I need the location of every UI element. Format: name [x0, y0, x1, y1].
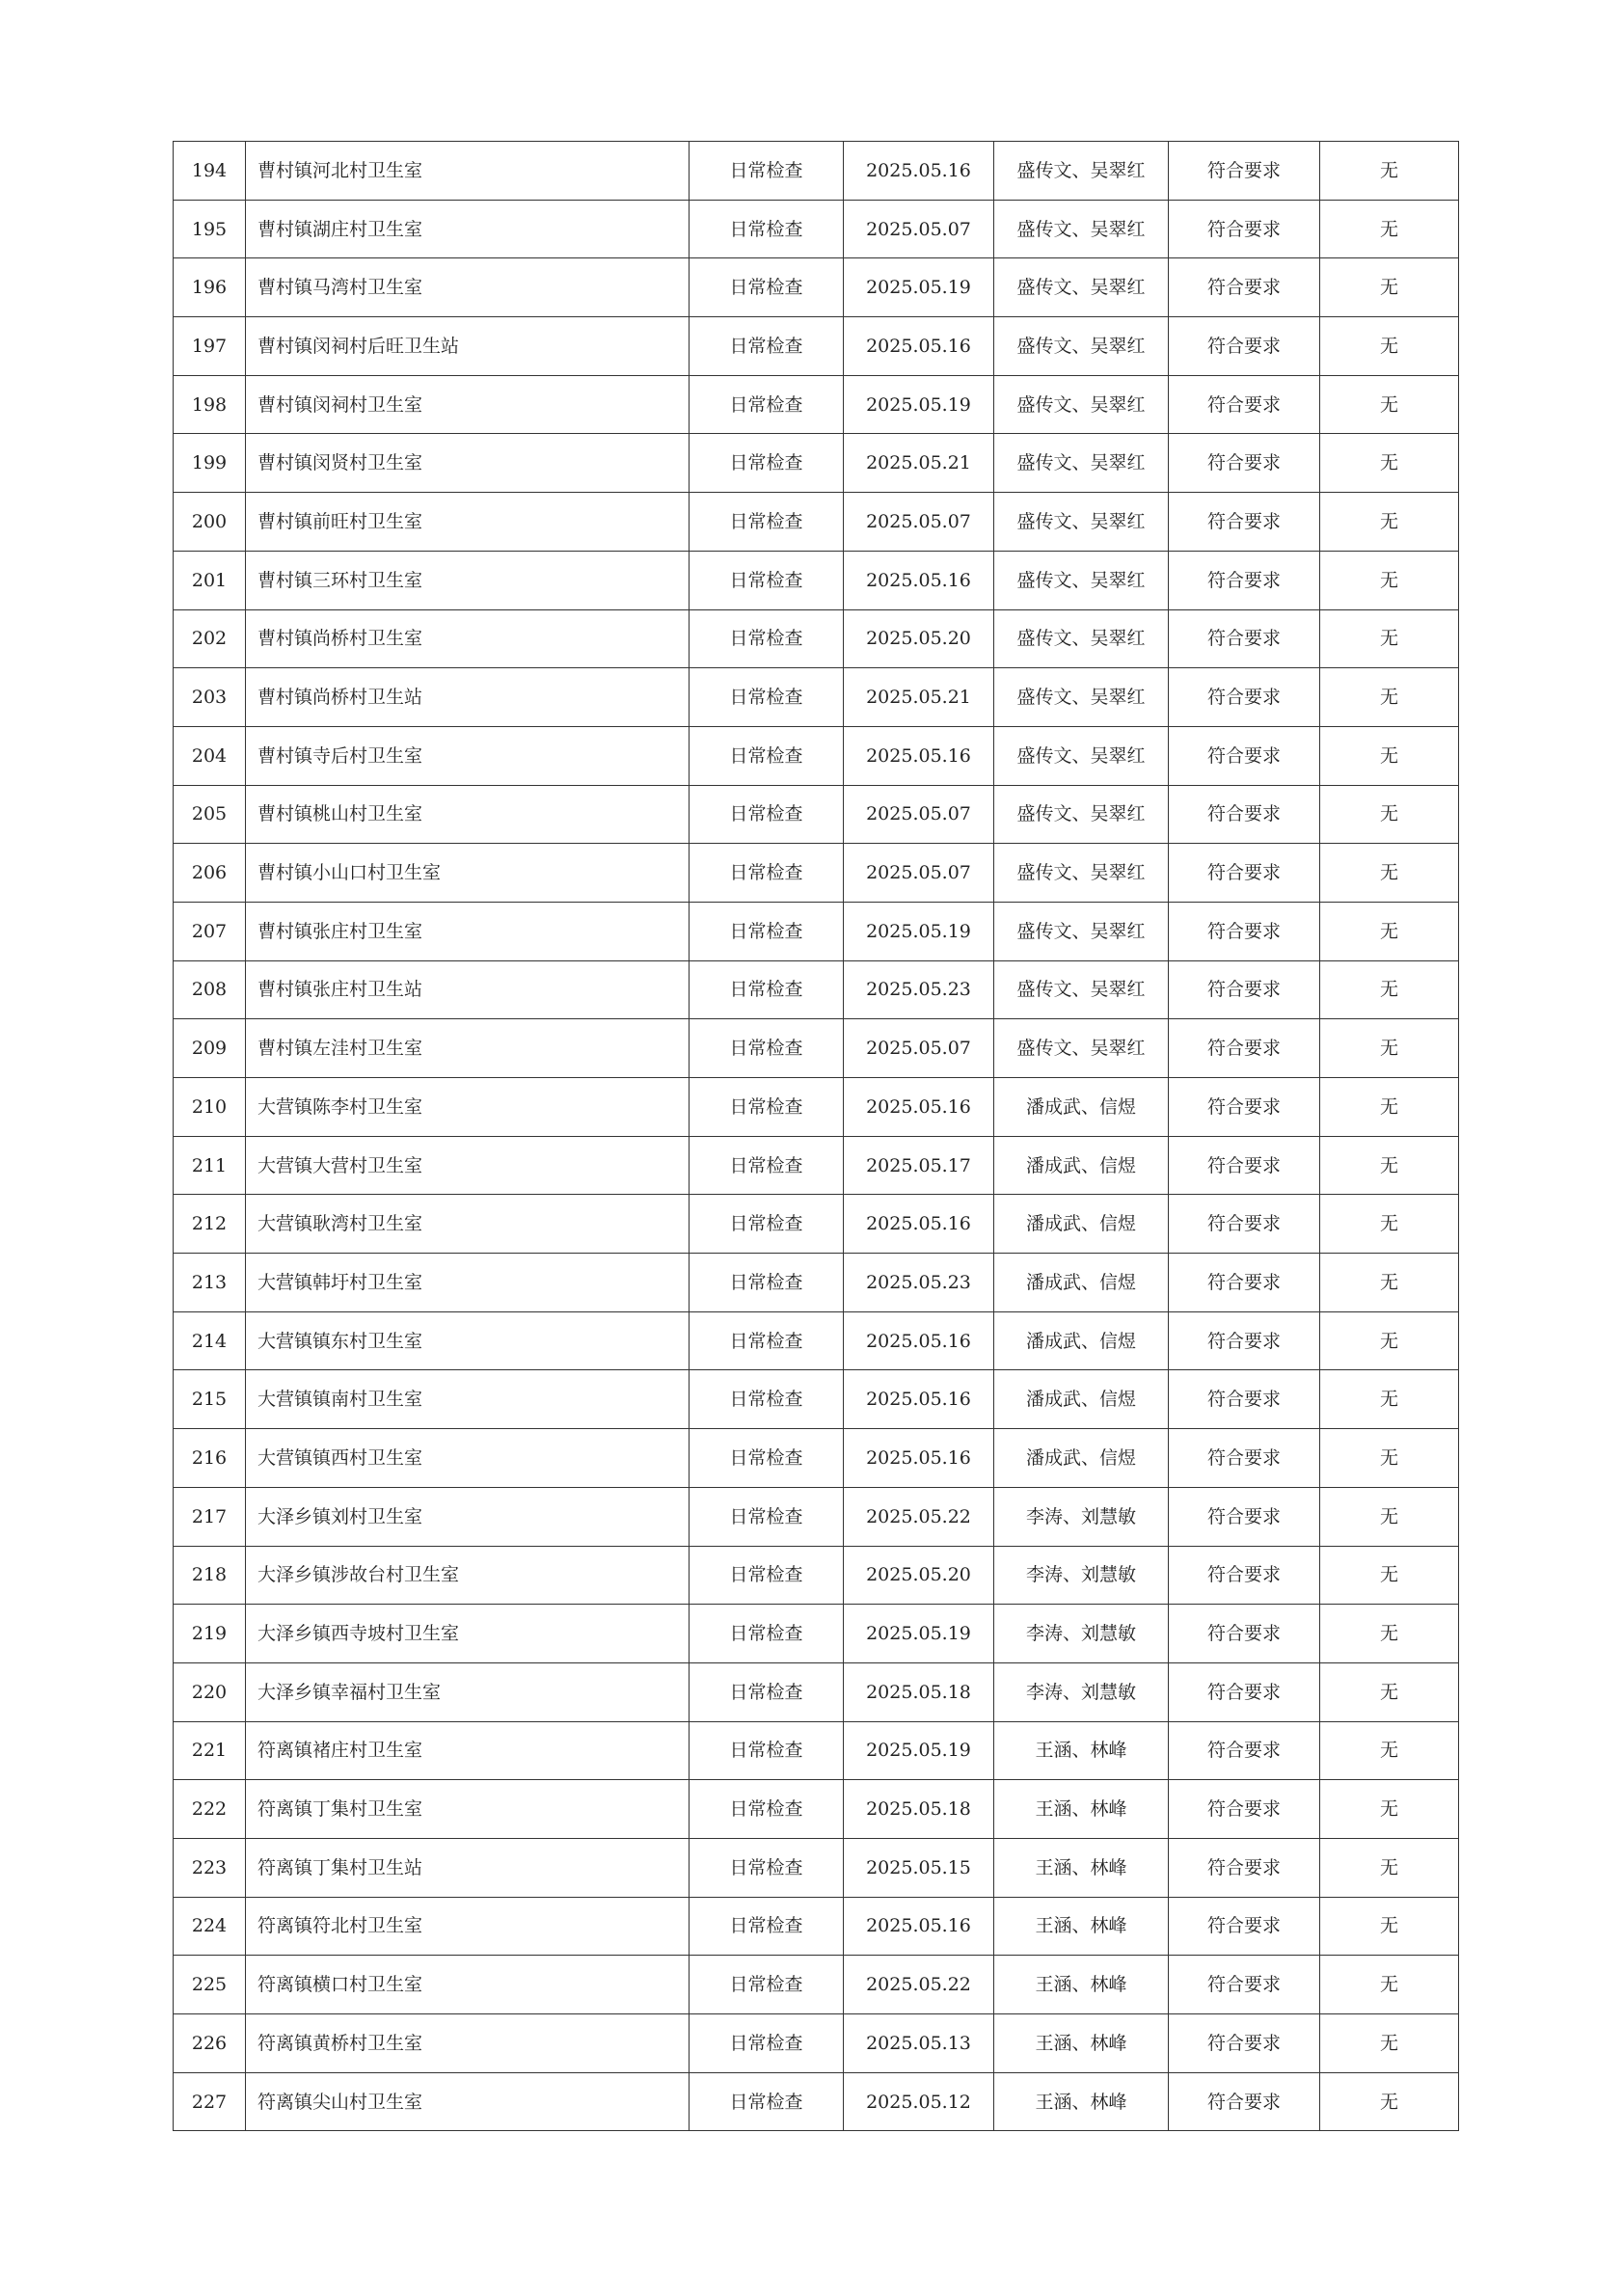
issue-cell: 无	[1320, 902, 1459, 960]
result-cell: 符合要求	[1169, 258, 1320, 317]
table-row	[174, 1311, 1459, 1370]
result-cell: 符合要求	[1169, 2072, 1320, 2131]
table-row	[174, 785, 1459, 844]
inspection-date-cell: 2025.05.20	[844, 609, 994, 668]
inspection-type-cell: 日常检查	[690, 1019, 844, 1078]
row-number-cell: 208	[174, 960, 246, 1019]
inspection-date-cell: 2025.05.16	[844, 142, 994, 201]
inspection-type-cell: 日常检查	[690, 1078, 844, 1137]
row-number-cell: 195	[174, 200, 246, 258]
inspection-type-cell: 日常检查	[690, 960, 844, 1019]
unit-name-cell: 曹村镇闵祠村后旺卫生站	[246, 317, 690, 376]
table-row	[174, 1605, 1459, 1663]
issue-cell: 无	[1320, 1605, 1459, 1663]
inspection-date-cell: 2025.05.16	[844, 1429, 994, 1488]
inspection-type-cell: 日常检查	[690, 785, 844, 844]
inspectors-cell: 盛传文、吴翠红	[994, 551, 1169, 609]
table-row	[174, 1370, 1459, 1429]
inspection-date-cell: 2025.05.22	[844, 1487, 994, 1546]
row-number-cell: 226	[174, 2014, 246, 2073]
unit-name-cell: 曹村镇湖庄村卫生室	[246, 200, 690, 258]
inspectors-cell: 王涵、林峰	[994, 2014, 1169, 2073]
inspection-type-cell: 日常检查	[690, 2014, 844, 2073]
inspectors-cell: 盛传文、吴翠红	[994, 609, 1169, 668]
inspection-type-cell: 日常检查	[690, 1195, 844, 1254]
inspection-type-cell: 日常检查	[690, 844, 844, 903]
row-number-cell: 194	[174, 142, 246, 201]
row-number-cell: 224	[174, 1897, 246, 1956]
row-number-cell: 197	[174, 317, 246, 376]
row-number-cell: 219	[174, 1605, 246, 1663]
inspection-date-cell: 2025.05.12	[844, 2072, 994, 2131]
unit-name-cell: 曹村镇寺后村卫生室	[246, 726, 690, 785]
inspectors-cell: 潘成武、信煜	[994, 1429, 1169, 1488]
inspectors-cell: 盛传文、吴翠红	[994, 1019, 1169, 1078]
result-cell: 符合要求	[1169, 1136, 1320, 1195]
issue-cell: 无	[1320, 1429, 1459, 1488]
table-row	[174, 960, 1459, 1019]
table-row	[174, 2072, 1459, 2131]
inspection-type-cell: 日常检查	[690, 902, 844, 960]
row-number-cell: 214	[174, 1311, 246, 1370]
inspection-date-cell: 2025.05.21	[844, 434, 994, 493]
inspectors-cell: 潘成武、信煜	[994, 1370, 1169, 1429]
row-number-cell: 223	[174, 1838, 246, 1897]
issue-cell: 无	[1320, 668, 1459, 727]
inspection-date-cell: 2025.05.07	[844, 200, 994, 258]
inspectors-cell: 盛传文、吴翠红	[994, 375, 1169, 434]
result-cell: 符合要求	[1169, 1897, 1320, 1956]
issue-cell: 无	[1320, 1897, 1459, 1956]
result-cell: 符合要求	[1169, 1311, 1320, 1370]
result-cell: 符合要求	[1169, 1605, 1320, 1663]
inspection-type-cell: 日常检查	[690, 1254, 844, 1312]
row-number-cell: 221	[174, 1721, 246, 1780]
unit-name-cell: 曹村镇马湾村卫生室	[246, 258, 690, 317]
result-cell: 符合要求	[1169, 668, 1320, 727]
table-row	[174, 726, 1459, 785]
inspection-type-cell: 日常检查	[690, 726, 844, 785]
inspection-type-cell: 日常检查	[690, 668, 844, 727]
row-number-cell: 209	[174, 1019, 246, 1078]
inspection-type-cell: 日常检查	[690, 493, 844, 552]
row-number-cell: 222	[174, 1780, 246, 1839]
inspection-type-cell: 日常检查	[690, 1956, 844, 2014]
issue-cell: 无	[1320, 1195, 1459, 1254]
result-cell: 符合要求	[1169, 1195, 1320, 1254]
table-row	[174, 200, 1459, 258]
result-cell: 符合要求	[1169, 1721, 1320, 1780]
row-number-cell: 206	[174, 844, 246, 903]
table-row	[174, 434, 1459, 493]
inspectors-cell: 李涛、刘慧敏	[994, 1662, 1169, 1721]
row-number-cell: 205	[174, 785, 246, 844]
unit-name-cell: 曹村镇闵祠村卫生室	[246, 375, 690, 434]
issue-cell: 无	[1320, 493, 1459, 552]
row-number-cell: 212	[174, 1195, 246, 1254]
inspection-date-cell: 2025.05.16	[844, 1195, 994, 1254]
table-row	[174, 1780, 1459, 1839]
result-cell: 符合要求	[1169, 317, 1320, 376]
issue-cell: 无	[1320, 258, 1459, 317]
result-cell: 符合要求	[1169, 1370, 1320, 1429]
unit-name-cell: 曹村镇闵贤村卫生室	[246, 434, 690, 493]
inspection-type-cell: 日常检查	[690, 1780, 844, 1839]
inspection-type-cell: 日常检查	[690, 1605, 844, 1663]
unit-name-cell: 大泽乡镇涉故台村卫生室	[246, 1546, 690, 1605]
inspection-date-cell: 2025.05.19	[844, 1721, 994, 1780]
inspectors-cell: 盛传文、吴翠红	[994, 844, 1169, 903]
unit-name-cell: 大泽乡镇西寺坡村卫生室	[246, 1605, 690, 1663]
unit-name-cell: 大营镇镇南村卫生室	[246, 1370, 690, 1429]
table-row	[174, 1662, 1459, 1721]
inspection-type-cell: 日常检查	[690, 1546, 844, 1605]
inspectors-cell: 盛传文、吴翠红	[994, 434, 1169, 493]
issue-cell: 无	[1320, 200, 1459, 258]
row-number-cell: 202	[174, 609, 246, 668]
inspection-date-cell: 2025.05.23	[844, 960, 994, 1019]
table-row	[174, 1429, 1459, 1488]
result-cell: 符合要求	[1169, 844, 1320, 903]
table-row	[174, 142, 1459, 201]
issue-cell: 无	[1320, 375, 1459, 434]
row-number-cell: 200	[174, 493, 246, 552]
row-number-cell: 211	[174, 1136, 246, 1195]
inspection-date-cell: 2025.05.19	[844, 375, 994, 434]
inspectors-cell: 李涛、刘慧敏	[994, 1487, 1169, 1546]
table-row	[174, 1838, 1459, 1897]
inspection-date-cell: 2025.05.07	[844, 785, 994, 844]
issue-cell: 无	[1320, 1136, 1459, 1195]
inspectors-cell: 盛传文、吴翠红	[994, 493, 1169, 552]
issue-cell: 无	[1320, 1662, 1459, 1721]
result-cell: 符合要求	[1169, 1546, 1320, 1605]
unit-name-cell: 曹村镇左洼村卫生室	[246, 1019, 690, 1078]
inspectors-cell: 盛传文、吴翠红	[994, 902, 1169, 960]
issue-cell: 无	[1320, 1370, 1459, 1429]
inspectors-cell: 潘成武、信煜	[994, 1136, 1169, 1195]
inspectors-cell: 盛传文、吴翠红	[994, 200, 1169, 258]
inspection-type-cell: 日常检查	[690, 551, 844, 609]
issue-cell: 无	[1320, 434, 1459, 493]
inspection-date-cell: 2025.05.21	[844, 668, 994, 727]
result-cell: 符合要求	[1169, 551, 1320, 609]
issue-cell: 无	[1320, 609, 1459, 668]
inspectors-cell: 盛传文、吴翠红	[994, 960, 1169, 1019]
result-cell: 符合要求	[1169, 960, 1320, 1019]
unit-name-cell: 曹村镇河北村卫生室	[246, 142, 690, 201]
result-cell: 符合要求	[1169, 1429, 1320, 1488]
row-number-cell: 204	[174, 726, 246, 785]
inspection-date-cell: 2025.05.19	[844, 902, 994, 960]
unit-name-cell: 大营镇大营村卫生室	[246, 1136, 690, 1195]
table-row	[174, 1546, 1459, 1605]
issue-cell: 无	[1320, 1838, 1459, 1897]
inspection-date-cell: 2025.05.18	[844, 1780, 994, 1839]
issue-cell: 无	[1320, 1019, 1459, 1078]
inspection-date-cell: 2025.05.22	[844, 1956, 994, 2014]
unit-name-cell: 大泽乡镇刘村卫生室	[246, 1487, 690, 1546]
table-row	[174, 1195, 1459, 1254]
result-cell: 符合要求	[1169, 1078, 1320, 1137]
inspection-type-cell: 日常检查	[690, 1662, 844, 1721]
issue-cell: 无	[1320, 1956, 1459, 2014]
row-number-cell: 216	[174, 1429, 246, 1488]
row-number-cell: 210	[174, 1078, 246, 1137]
unit-name-cell: 符离镇丁集村卫生站	[246, 1838, 690, 1897]
row-number-cell: 215	[174, 1370, 246, 1429]
table-row	[174, 493, 1459, 552]
table-row	[174, 1487, 1459, 1546]
inspection-date-cell: 2025.05.16	[844, 317, 994, 376]
issue-cell: 无	[1320, 317, 1459, 376]
unit-name-cell: 符离镇褚庄村卫生室	[246, 1721, 690, 1780]
row-number-cell: 199	[174, 434, 246, 493]
inspection-type-cell: 日常检查	[690, 200, 844, 258]
table-row	[174, 1897, 1459, 1956]
inspectors-cell: 盛传文、吴翠红	[994, 668, 1169, 727]
result-cell: 符合要求	[1169, 142, 1320, 201]
row-number-cell: 218	[174, 1546, 246, 1605]
row-number-cell: 227	[174, 2072, 246, 2131]
inspection-date-cell: 2025.05.07	[844, 493, 994, 552]
inspection-type-cell: 日常检查	[690, 1487, 844, 1546]
table-row	[174, 609, 1459, 668]
table-row	[174, 844, 1459, 903]
result-cell: 符合要求	[1169, 434, 1320, 493]
issue-cell: 无	[1320, 1721, 1459, 1780]
inspection-date-cell: 2025.05.15	[844, 1838, 994, 1897]
unit-name-cell: 大营镇镇西村卫生室	[246, 1429, 690, 1488]
issue-cell: 无	[1320, 142, 1459, 201]
result-cell: 符合要求	[1169, 1838, 1320, 1897]
result-cell: 符合要求	[1169, 1487, 1320, 1546]
inspection-type-cell: 日常检查	[690, 1721, 844, 1780]
unit-name-cell: 符离镇符北村卫生室	[246, 1897, 690, 1956]
row-number-cell: 225	[174, 1956, 246, 2014]
inspectors-cell: 潘成武、信煜	[994, 1254, 1169, 1312]
unit-name-cell: 曹村镇尚桥村卫生站	[246, 668, 690, 727]
result-cell: 符合要求	[1169, 1254, 1320, 1312]
inspectors-cell: 潘成武、信煜	[994, 1078, 1169, 1137]
row-number-cell: 198	[174, 375, 246, 434]
row-number-cell: 207	[174, 902, 246, 960]
inspection-type-cell: 日常检查	[690, 1136, 844, 1195]
inspectors-cell: 潘成武、信煜	[994, 1195, 1169, 1254]
inspection-date-cell: 2025.05.19	[844, 1605, 994, 1663]
inspection-date-cell: 2025.05.23	[844, 1254, 994, 1312]
inspection-type-cell: 日常检查	[690, 434, 844, 493]
inspectors-cell: 王涵、林峰	[994, 1780, 1169, 1839]
unit-name-cell: 大营镇耿湾村卫生室	[246, 1195, 690, 1254]
issue-cell: 无	[1320, 844, 1459, 903]
inspection-date-cell: 2025.05.07	[844, 1019, 994, 1078]
inspection-type-cell: 日常检查	[690, 2072, 844, 2131]
issue-cell: 无	[1320, 1546, 1459, 1605]
result-cell: 符合要求	[1169, 375, 1320, 434]
inspection-type-cell: 日常检查	[690, 1311, 844, 1370]
result-cell: 符合要求	[1169, 785, 1320, 844]
table-row	[174, 1136, 1459, 1195]
inspection-type-cell: 日常检查	[690, 1429, 844, 1488]
unit-name-cell: 曹村镇桃山村卫生室	[246, 785, 690, 844]
inspection-type-cell: 日常检查	[690, 1838, 844, 1897]
inspection-date-cell: 2025.05.16	[844, 551, 994, 609]
unit-name-cell: 大营镇韩圩村卫生室	[246, 1254, 690, 1312]
table-row	[174, 668, 1459, 727]
unit-name-cell: 符离镇丁集村卫生室	[246, 1780, 690, 1839]
issue-cell: 无	[1320, 2014, 1459, 2073]
inspection-type-cell: 日常检查	[690, 317, 844, 376]
unit-name-cell: 符离镇尖山村卫生室	[246, 2072, 690, 2131]
inspection-type-cell: 日常检查	[690, 1897, 844, 1956]
table-row	[174, 1721, 1459, 1780]
row-number-cell: 196	[174, 258, 246, 317]
result-cell: 符合要求	[1169, 1662, 1320, 1721]
result-cell: 符合要求	[1169, 609, 1320, 668]
row-number-cell: 220	[174, 1662, 246, 1721]
inspection-date-cell: 2025.05.17	[844, 1136, 994, 1195]
unit-name-cell: 大营镇陈李村卫生室	[246, 1078, 690, 1137]
unit-name-cell: 曹村镇小山口村卫生室	[246, 844, 690, 903]
issue-cell: 无	[1320, 1078, 1459, 1137]
table-row	[174, 902, 1459, 960]
inspectors-cell: 盛传文、吴翠红	[994, 317, 1169, 376]
issue-cell: 无	[1320, 551, 1459, 609]
inspection-date-cell: 2025.05.16	[844, 1897, 994, 1956]
result-cell: 符合要求	[1169, 2014, 1320, 2073]
inspection-date-cell: 2025.05.18	[844, 1662, 994, 1721]
inspectors-cell: 潘成武、信煜	[994, 1311, 1169, 1370]
row-number-cell: 217	[174, 1487, 246, 1546]
inspection-date-cell: 2025.05.19	[844, 258, 994, 317]
inspection-type-cell: 日常检查	[690, 258, 844, 317]
inspection-type-cell: 日常检查	[690, 1370, 844, 1429]
inspectors-cell: 盛传文、吴翠红	[994, 142, 1169, 201]
issue-cell: 无	[1320, 1487, 1459, 1546]
inspection-date-cell: 2025.05.07	[844, 844, 994, 903]
result-cell: 符合要求	[1169, 493, 1320, 552]
inspection-date-cell: 2025.05.16	[844, 1078, 994, 1137]
result-cell: 符合要求	[1169, 200, 1320, 258]
unit-name-cell: 符离镇横口村卫生室	[246, 1956, 690, 2014]
unit-name-cell: 曹村镇张庄村卫生室	[246, 902, 690, 960]
unit-name-cell: 大营镇镇东村卫生室	[246, 1311, 690, 1370]
inspectors-cell: 盛传文、吴翠红	[994, 785, 1169, 844]
table-row	[174, 1254, 1459, 1312]
inspectors-cell: 王涵、林峰	[994, 1838, 1169, 1897]
table-row	[174, 375, 1459, 434]
row-number-cell: 213	[174, 1254, 246, 1312]
row-number-cell: 201	[174, 551, 246, 609]
unit-name-cell: 曹村镇张庄村卫生站	[246, 960, 690, 1019]
unit-name-cell: 曹村镇三环村卫生室	[246, 551, 690, 609]
inspectors-cell: 王涵、林峰	[994, 1721, 1169, 1780]
issue-cell: 无	[1320, 726, 1459, 785]
table-row	[174, 1019, 1459, 1078]
issue-cell: 无	[1320, 2072, 1459, 2131]
row-number-cell: 203	[174, 668, 246, 727]
table-row	[174, 551, 1459, 609]
table-row	[174, 1078, 1459, 1137]
inspection-table-body	[174, 142, 1459, 2131]
inspectors-cell: 盛传文、吴翠红	[994, 258, 1169, 317]
result-cell: 符合要求	[1169, 1019, 1320, 1078]
result-cell: 符合要求	[1169, 1956, 1320, 2014]
inspectors-cell: 李涛、刘慧敏	[994, 1605, 1169, 1663]
table-row	[174, 317, 1459, 376]
inspectors-cell: 盛传文、吴翠红	[994, 726, 1169, 785]
inspectors-cell: 王涵、林峰	[994, 2072, 1169, 2131]
table-row	[174, 1956, 1459, 2014]
result-cell: 符合要求	[1169, 726, 1320, 785]
inspection-type-cell: 日常检查	[690, 609, 844, 668]
result-cell: 符合要求	[1169, 902, 1320, 960]
table-row	[174, 2014, 1459, 2073]
unit-name-cell: 大泽乡镇幸福村卫生室	[246, 1662, 690, 1721]
inspection-date-cell: 2025.05.16	[844, 1311, 994, 1370]
inspection-table	[173, 141, 1459, 2131]
unit-name-cell: 符离镇黄桥村卫生室	[246, 2014, 690, 2073]
issue-cell: 无	[1320, 1311, 1459, 1370]
inspectors-cell: 李涛、刘慧敏	[994, 1546, 1169, 1605]
inspection-date-cell: 2025.05.16	[844, 1370, 994, 1429]
inspection-date-cell: 2025.05.13	[844, 2014, 994, 2073]
unit-name-cell: 曹村镇前旺村卫生室	[246, 493, 690, 552]
unit-name-cell: 曹村镇尚桥村卫生室	[246, 609, 690, 668]
inspectors-cell: 王涵、林峰	[994, 1956, 1169, 2014]
issue-cell: 无	[1320, 960, 1459, 1019]
issue-cell: 无	[1320, 785, 1459, 844]
issue-cell: 无	[1320, 1254, 1459, 1312]
inspection-date-cell: 2025.05.20	[844, 1546, 994, 1605]
issue-cell: 无	[1320, 1780, 1459, 1839]
inspection-type-cell: 日常检查	[690, 142, 844, 201]
inspectors-cell: 王涵、林峰	[994, 1897, 1169, 1956]
inspection-type-cell: 日常检查	[690, 375, 844, 434]
inspection-date-cell: 2025.05.16	[844, 726, 994, 785]
table-row	[174, 258, 1459, 317]
result-cell: 符合要求	[1169, 1780, 1320, 1839]
